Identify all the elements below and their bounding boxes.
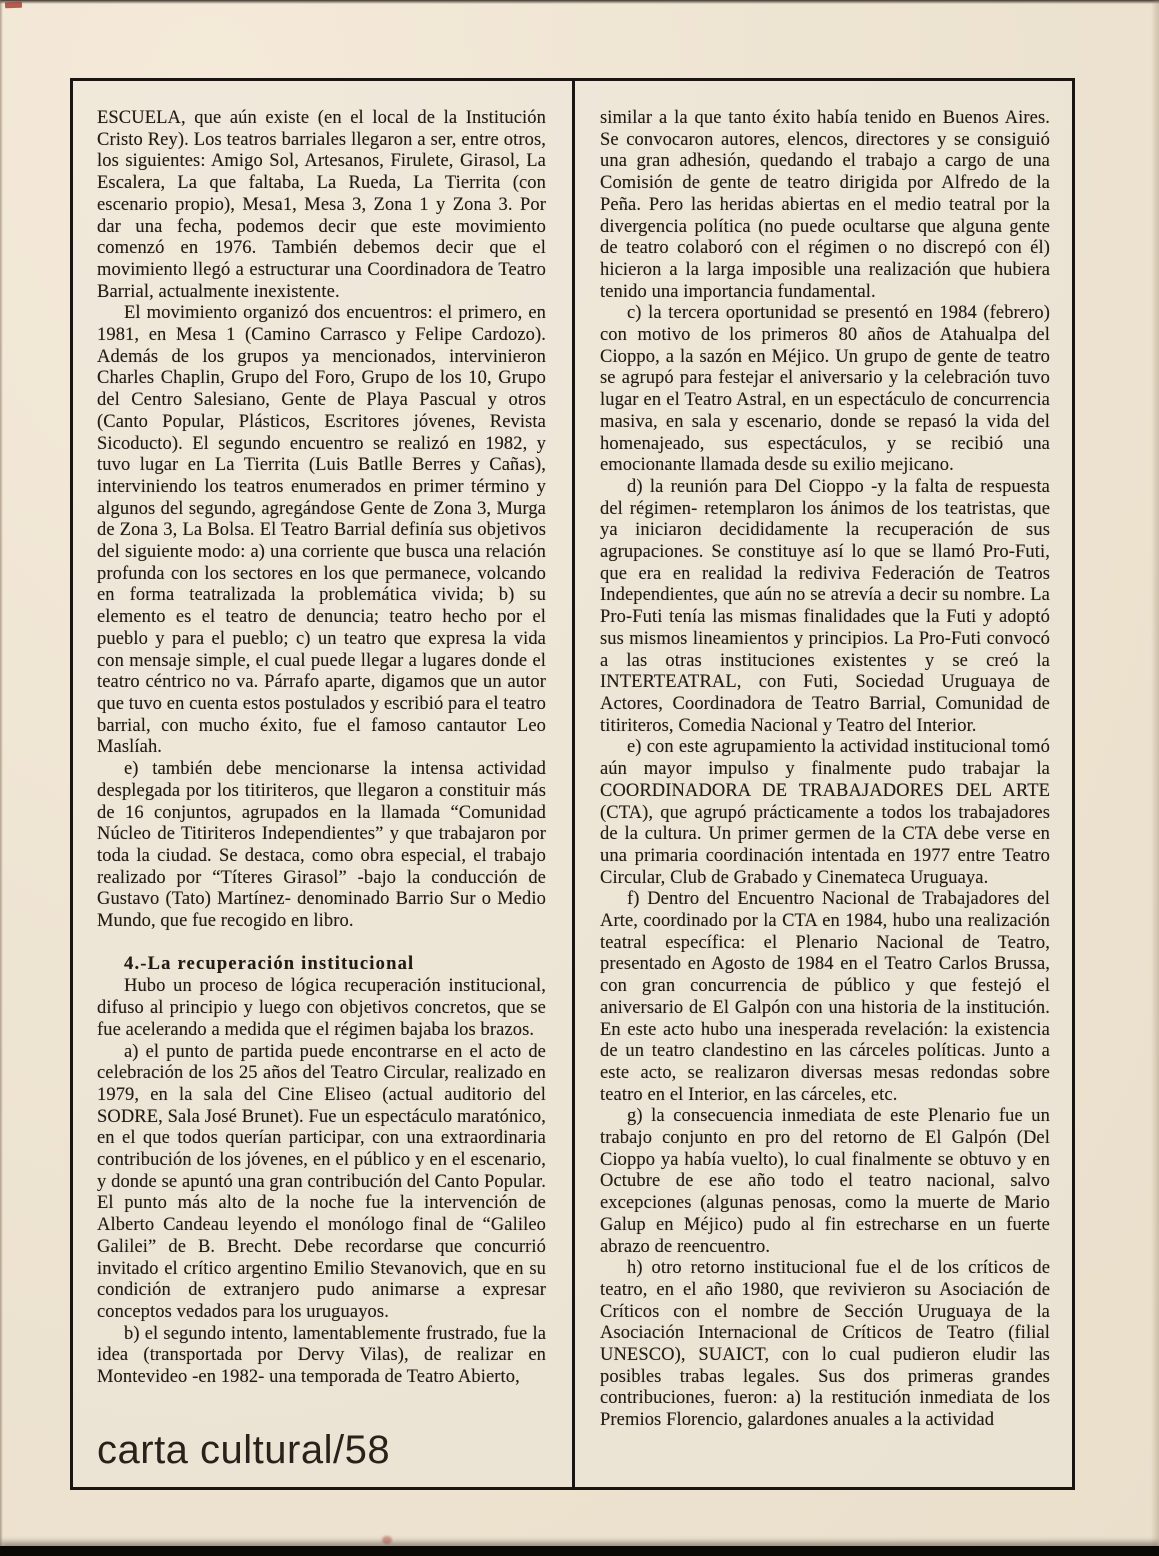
- left-column: [97, 108, 546, 1389]
- red-registration-mark: [5, 2, 22, 9]
- magazine-footer: carta cultural/58: [97, 1428, 391, 1472]
- content-frame: [70, 78, 1075, 1490]
- paragraph: e) también debe mencionarse la intensa actividad desplegada por los titiriteros, que llegaron a constituir más de 16 conjuntos, agrupados en la llamada “Comunidad Núcleo de Titiriteros Independientes” y que trabajaron por toda la ciudad. Se destaca, como obra especial, el trabajo realizado por “Títeres Girasol” -bajo la conducción de Gustavo (Tato) Martínez- denominado Barrio Sur o Medio Mundo, que fue recogido en libro.: [97, 759, 546, 932]
- column-divider: [572, 81, 575, 1487]
- paragraph: similar a la que tanto éxito había tenido en Buenos Aires. Se convocaron autores, elencos, directores y se consiguió una gran adhesión, quedando el trabajo a cargo de una Comisión de gente de teatro dirigida por Alfredo de la Peña. Pero las heridas abiertas en el medio teatral por la divergencia política (no puede ocultarse que alguna gente de teatro colaboró con el régimen o no discrepó con él) hicieron a la larga imposible una realización que hubiera tenido una importancia fundamental.: [600, 108, 1050, 302]
- paragraph: e) con este agrupamiento la actividad institucional tomó aún mayor impulso y finalmente pudo trabajar la COORDINADORA DE TRABAJADORES DEL ARTE (CTA), que agrupó prácticamente a todos los trabajadores de la cultura. Un primer germen de la CTA debe verse en una primaria coordinación intentada en 1977 entre Teatro Circular, Club de Grabado y Cinemateca Uruguaya.: [600, 737, 1050, 888]
- scan-edge-top: [0, 0, 1159, 4]
- scan-edge-left: [0, 0, 3, 1556]
- paragraph: El movimiento organizó dos encuentros: el primero, en 1981, en Mesa 1 (Camino Carrasco y Felipe Cardozo). Además de los grupos ya mencionados, intervinieron Charles Chaplin, Grupo del Foro, Grupo de los 10, Grupo del Centro Salesiano, Gente de Playa Pascual y otros (Canto Popular, Plásticos, Escritores jóvenes, Revista Sicoducto). El segundo encuentro se realizó en 1982, y tuvo lugar en La Tierrita (Luis Batlle Berres y Cañas), interviniendo los teatros enumerados en primer término y algunos del segundo, agregándose Gente de Zona 3, Murga de Zona 3, La Bolsa. El Teatro Barrial definía sus objetivos del siguiente modo: a) una corriente que busca una relación profunda con los sectores en los que permanece, volcando en forma teatralizada la problemática vivida; b) su elemento es el teatro de denuncia; teatro hecho por el pueblo y para el pueblo; c) un teatro que expresa la vida con mensaje simple, el cual puede llegar a lugares donde el teatro céntrico no va. Párrafo aparte, digamos que un autor que tuvo en cuenta estos postulados y escribió para el teatro barrial, con mucho éxito, fue el famoso cantautor Leo Maslíah.: [97, 303, 546, 758]
- paragraph: b) el segundo intento, lamentablemente frustrado, fue la idea (transportada por Dervy Vilas), de realizar en Montevideo -en 1982- una temporada de Teatro Abierto,: [97, 1323, 546, 1388]
- scan-edge-bottom: [0, 1546, 1159, 1556]
- section-heading: 4.-La recuperación institucional: [124, 953, 415, 974]
- paragraph: a) el punto de partida puede encontrarse en el acto de celebración de los 25 años del Teatro Circular, realizado en 1979, en la sala del Cine Eliseo (actual auditorio del SODRE, Sala José Brunet). Fue un espectáculo maratónico, en el que todos querían participar, con una extraordinaria contribución de los jóvenes, en el público y en el escenario, y donde se apuntó una gran contribución del Canto Popular. El punto más alto de la noche fue la intervención de Alberto Candeau leyendo el monólogo final de “Galileo Galilei” de B. Brecht. Debe recordarse que concurrió invitado el crítico argentino Emilio Stevanovich, que en su condición de extranjero pudo animarse a expresar conceptos vedados para los uruguayos.: [97, 1041, 546, 1322]
- right-column: [600, 108, 1050, 1432]
- paragraph: ESCUELA, que aún existe (en el local de la Institución Cristo Rey). Los teatros barriales llegaron a ser, entre otros, los siguientes: Amigo Sol, Artesanos, Firulete, Girasol, La Escalera, La que faltaba, La Rueda, La Tierrita (con escenario propio), Mesa1, Mesa 3, Zona 1 y Zona 3. Por dar una fecha, podemos decir que este movimiento comenzó en 1976. También debemos decir que el movimiento llegó a estructurar una Coordinadora de Teatro Barrial, actualmente inexistente.: [97, 108, 546, 302]
- paragraph: Hubo un proceso de lógica recuperación institucional, difuso al principio y luego con objetivos concretos, que se fue acelerando a medida que el régimen bajaba los brazos.: [97, 976, 546, 1040]
- red-dot-mark: [382, 1536, 392, 1544]
- paragraph: g) la consecuencia inmediata de este Plenario fue un trabajo conjunto en pro del retorno de El Galpón (Del Cioppo ya había vuelto), lo cual finalmente se obtuvo y en Octubre de ese año todo el teatro nacional, salvo excepciones (algunas penosas, como la muerte de Mario Galup en Méjico) pudo al fin estrecharse en un fuerte abrazo de reencuentro.: [600, 1106, 1050, 1257]
- paragraph: h) otro retorno institucional fue el de los críticos de teatro, en el año 1980, que revivieron su Asociación de Críticos con el nombre de Sección Uruguaya de la Asociación Internacional de Críticos de Teatro (filial UNESCO), SUAICT, con lo cual pudieron eludir las posibles trabas legales. Sus dos primeras grandes contribuciones, fueron: a) la restitución inmediata de los Premios Florencio, galardones anuales a la actividad: [600, 1258, 1050, 1431]
- paragraph: f) Dentro del Encuentro Nacional de Trabajadores del Arte, coordinado por la CTA en 1984, hubo una realización teatral específica: el Plenario Nacional de Teatro, presentado en Agosto de 1984 en el Teatro Carlos Brussa, con gran concurrencia de público y que festejó el aniversario de El Galpón con una historia de la institución. En este acto hubo una inesperada revelación: la existencia de un teatro clandestino en las cárceles políticas. Junto a este acto, se realizaron diversas mesas redondas sobre teatro en el Interior, en las cárceles, etc.: [600, 889, 1050, 1105]
- paragraph: c) la tercera oportunidad se presentó en 1984 (febrero) con motivo de los primeros 80 años de Atahualpa del Cioppo, a la sazón en Méjico. Un grupo de gente de teatro se agrupó para festejar el aniversario y la celebración tuvo lugar en el Teatro Astral, en un espectáculo de concurrencia masiva, en sala y escenario, donde se repasó la vida del homenajeado, sus espectáculos, y se recibió una emocionante llamada desde su exilio mejicano.: [600, 303, 1050, 476]
- scan-edge-right: [1151, 0, 1159, 1556]
- paragraph: d) la reunión para Del Cioppo -y la falta de respuesta del régimen- retemplaron los ánimos de los teatristas, que ya iniciaron decididamente la recuperación de sus agrupaciones. Se constituye así lo que se llamó Pro-Futi, que era en realidad la rediviva Federación de Teatros Independientes, que aún no se atrevía a decir su nombre. La Pro-Futi tenía las mismas finalidades que la Futi y adoptó sus mismos lineamientos y principios. La Pro-Futi convocó a las otras instituciones existentes y se creó la INTERTEATRAL, con Futi, Sociedad Uruguaya de Actores, Coordinadora de Teatro Barrial, Comunidad de titiriteros, Comedia Nacional y Teatro del Interior.: [600, 476, 1050, 736]
